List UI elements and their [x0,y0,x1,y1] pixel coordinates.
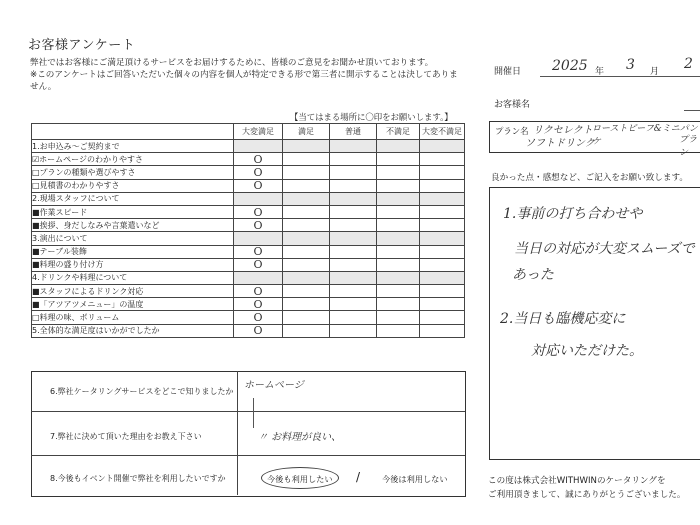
header-cell: 不満足 [377,124,420,140]
rating-cell[interactable] [330,153,377,166]
rating-cell[interactable] [330,311,377,324]
rating-cell[interactable] [330,245,377,258]
table-row [32,179,465,192]
rating-cell[interactable] [283,166,330,179]
item-label: ■スタッフによるドリンク対応 [32,285,234,298]
rating-cell[interactable] [377,285,420,298]
table-row [32,271,465,284]
table-row [32,311,465,324]
question-6: 6.弊社ケータリングサービスをどこで知りましたか [50,387,234,396]
rating-cell[interactable] [330,205,377,218]
rating-cell[interactable] [234,232,283,245]
rating-cell[interactable] [377,232,420,245]
rating-cell[interactable]: O [234,179,283,192]
rating-cell[interactable] [330,271,377,284]
customer-underline[interactable] [684,110,700,111]
plan-handwritten-2: ソフトドリンク [525,138,595,149]
header-cell: 大変不満足 [420,124,465,140]
date-day[interactable]: 2 [684,56,693,72]
rating-cell[interactable] [330,298,377,311]
rating-cell[interactable] [377,219,420,232]
question-7: 7.弊社に決めて頂いた理由をお教え下さい [50,432,202,441]
table-row [32,258,465,271]
month-label: 月 [650,67,660,77]
intro-line: せん。 [30,82,57,92]
rating-cell[interactable] [420,140,465,153]
thanks-message [488,474,686,502]
rating-cell[interactable] [420,219,465,232]
answer-6[interactable]: ホームページ [244,380,304,391]
option-discontinue[interactable]: 今後は利用しない [382,474,448,484]
rating-cell[interactable] [377,205,420,218]
item-label: ■テーブル装飾 [32,245,234,258]
item-label: ■作業スピード [32,205,234,218]
rating-cell[interactable]: O [234,219,283,232]
rating-cell[interactable] [420,232,465,245]
rating-cell[interactable] [377,192,420,205]
rating-cell[interactable] [420,205,465,218]
rating-cell[interactable] [330,258,377,271]
rating-cell[interactable]: O [234,166,283,179]
comment-line: 対応いただけた。 [531,343,643,359]
customer-label: お客様名 [494,100,531,110]
option-separator: / [356,470,361,484]
rating-cell[interactable]: O [234,258,283,271]
item-label: □見積書のわかりやすさ [32,179,234,192]
header-cell: 普通 [330,124,377,140]
rating-cell[interactable] [330,285,377,298]
rating-cell[interactable] [330,166,377,179]
table-header-row [32,124,465,140]
thanks-line: ご利用頂きまして、誠にありがとうございました。 [488,490,686,500]
comment-line: 1.事前の打ち合わせや [503,206,643,222]
section-label: 5.全体的な満足度はいかがでしたか [32,324,234,337]
rating-cell[interactable] [420,271,465,284]
table-row [32,140,465,153]
table-row [32,166,465,179]
rating-cell[interactable] [283,140,330,153]
item-label: ■料理の盛り付け方 [32,258,234,271]
rating-cell[interactable] [283,298,330,311]
rating-cell[interactable] [377,140,420,153]
rating-cell[interactable] [377,324,420,337]
rating-cell[interactable] [330,140,377,153]
item-label: □プランの種類や選びやすさ [32,166,234,179]
rating-cell[interactable] [283,285,330,298]
rating-cell[interactable] [234,271,283,284]
rating-cell[interactable] [330,192,377,205]
question-separator [31,411,465,412]
rating-cell[interactable] [330,219,377,232]
survey-table [31,123,465,338]
plan-handwritten-4: プラン [679,135,698,158]
header-cell: 満足 [283,124,330,140]
rating-cell[interactable] [283,311,330,324]
rating-cell[interactable] [283,258,330,271]
rating-cell[interactable] [283,205,330,218]
rating-cell[interactable] [420,166,465,179]
question-8: 8.今後もイベント開催で弊社を利用したいですか [50,474,226,483]
page-title: お客様アンケート [28,38,136,53]
rating-cell[interactable] [420,245,465,258]
table-row [32,153,465,166]
answer-7[interactable]: 〃 お料理が良い、 [258,432,342,443]
plan-handwritten-1: リクセレクト [533,125,593,136]
intro-line: ※このアンケートはご回答いただいた個々の内容を個人が特定できる形で第三者に開示することは決してありま [30,70,458,80]
item-label: ☑ホームページのわかりやすさ [32,153,234,166]
rating-cell[interactable] [283,219,330,232]
date-year[interactable]: 2025 [552,58,588,74]
rating-cell[interactable] [283,232,330,245]
rating-cell[interactable] [234,140,283,153]
rating-cell[interactable] [420,311,465,324]
rating-cell[interactable] [420,179,465,192]
section-label: 2.現場スタッフについて [32,192,234,205]
rating-cell[interactable] [283,153,330,166]
rating-cell[interactable] [377,258,420,271]
item-label: □料理の味、ボリューム [32,311,234,324]
rating-cell[interactable] [420,298,465,311]
rating-cell[interactable]: O [234,298,283,311]
intro-text [30,57,470,93]
table-row [32,324,465,337]
header-cell: 大変満足 [234,124,283,140]
rating-cell[interactable]: O [234,205,283,218]
questions-divider [237,371,238,495]
rating-cell[interactable] [283,271,330,284]
year-label: 年 [595,67,605,77]
rating-cell[interactable]: O [234,324,283,337]
date-month[interactable]: 3 [626,57,635,73]
rating-cell[interactable] [377,311,420,324]
section-label: 4.ドリンクや料理について [32,271,234,284]
rating-cell[interactable] [420,324,465,337]
rating-cell[interactable] [377,166,420,179]
rating-cell[interactable]: O [234,311,283,324]
thanks-line: この度は株式会社WITHWINのケータリングを [488,476,666,486]
table-row [32,205,465,218]
rating-cell[interactable]: O [234,285,283,298]
comment-label: 良かった点・感想など、ご記入をお願い致します。 [491,173,688,183]
rating-cell[interactable] [420,153,465,166]
rating-cell[interactable] [283,192,330,205]
rating-cell[interactable] [420,258,465,271]
rating-cell[interactable] [377,179,420,192]
plan-label: プラン名 [495,126,529,136]
comment-line: 当日の対応が大変スムーズで [514,241,695,257]
rating-cell[interactable] [234,192,283,205]
date-underline [540,76,700,77]
rating-cell[interactable] [283,179,330,192]
rating-cell[interactable] [420,192,465,205]
comment-line: あった [512,267,554,283]
rating-cell[interactable] [377,245,420,258]
header-cell [32,124,234,140]
rating-cell[interactable] [330,232,377,245]
rating-cell[interactable] [330,179,377,192]
rating-cell[interactable] [377,271,420,284]
question-separator [31,455,465,456]
rating-cell[interactable]: O [234,153,283,166]
option-continue[interactable]: 今後も利用したい [267,474,333,484]
rating-cell[interactable] [283,324,330,337]
rating-cell[interactable] [420,285,465,298]
date-label: 開催日 [494,67,522,77]
item-label: ■挨拶、身だしなみや言葉遣いなど [32,219,234,232]
comment-line: 2.当日も臨機応変に [500,311,626,327]
intro-line: 弊社ではお客様にご満足頂けるサービスをお届けするために、皆様のご意見をお聞かせ頂いております。 [30,58,434,68]
table-row [32,285,465,298]
plan-handwritten-3: ローストビーフ&ミニパンケ [592,124,698,147]
rating-cell[interactable] [283,245,330,258]
item-label: ■「アツアツメニュー」の温度 [32,298,234,311]
instruction-note: 【当てはまる場所に〇印をお願いします。】 [290,112,453,122]
table-row [32,298,465,311]
rating-cell[interactable] [377,153,420,166]
table-row [32,219,465,232]
arrow-mark [253,398,254,428]
rating-cell[interactable]: O [234,245,283,258]
section-label: 1.お申込み～ご契約まで [32,140,234,153]
rating-cell[interactable] [330,324,377,337]
table-row [32,245,465,258]
table-row [32,192,465,205]
table-row [32,232,465,245]
rating-cell[interactable] [377,298,420,311]
section-label: 3.演出について [32,232,234,245]
